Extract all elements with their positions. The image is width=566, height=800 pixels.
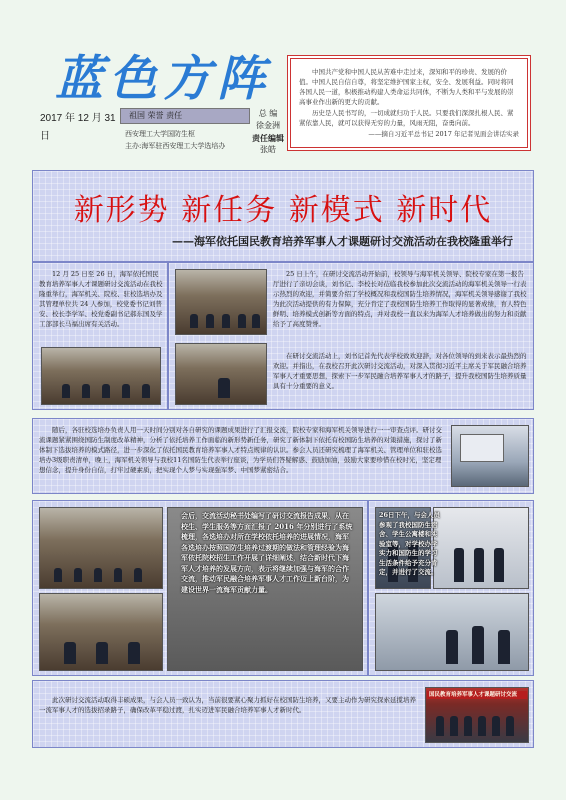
responsible-editor-name: 张皓 bbox=[260, 145, 276, 154]
article-right-column bbox=[168, 262, 534, 410]
headline: 新形势 新任务 新模式 新时代 bbox=[73, 193, 493, 228]
chief-editor-label: 总 编 bbox=[258, 109, 278, 118]
subheadline: ——海军依托国民教育培养军事人才课题研讨交流活动在我校隆重举行 bbox=[172, 235, 513, 248]
editorial-staff bbox=[252, 108, 284, 156]
article-wide-section bbox=[32, 418, 534, 494]
article-body-1-text: 25 日上午，在研讨交流活动开始前，校领导与海军机关领导、院校专家在第一报告厅进行了亲切会谈，刘书记、李校长对莅临我校参加此次交流活动的海军机关领导一行表示热烈的欢迎，并简要介绍了学校概况和我校国防生培养情况，海军机关领导感谢了我校为此次活动提供的有力保障，充分肯定了我校国防生培养工作取得的显著成绩，育人特色鲜明、培养模式创新等方面的特点，并对我校一直以来为海军人才培养做出的努力和贡献给予了高度赞誉。 bbox=[273, 270, 527, 328]
headline-banner bbox=[32, 170, 534, 262]
speech-photo bbox=[175, 343, 267, 405]
meeting-photo-2 bbox=[175, 269, 267, 335]
responsible-editor-label: 责任编辑 bbox=[252, 133, 284, 143]
quote-source: ——摘自习近平总书记 2017 年记者见面会讲话实录 bbox=[368, 130, 519, 138]
quote-paragraph-1: 中国共产党和中国人民从苦难中走过来，深知和平的珍贵、发展的价值。中国人民自信自尊，将坚定维护国家主权，安全、发展利益。同时将同各国人民一道，积极推动构建人类命运共同体，不断为人类和平与发展的崇高事业作出新的更大的贡献。 bbox=[299, 68, 514, 106]
article-intro bbox=[39, 269, 163, 329]
overlay-text-mid: 会后，交流活动秘书处编写了研讨交流报告成果，从在校生、学生服务等方面汇报了 2016 年分别进行了系统梳理，各选培办对所在学校依托培养的进展情况，海军各选培办按照国防生培养过渡期的做法和管理经验为海军依托院校招生工作开展了详细阐述，结合新时代下海军人才培养的发展方向，表示将继续加强与海军的合作交流，推动军民融合培养军事人才工作迈上新台阶，为建设世界一流海军贡献力量。 bbox=[181, 511, 353, 594]
article-wide bbox=[39, 425, 445, 475]
visit-photo-2 bbox=[375, 593, 529, 671]
meeting-photo-1 bbox=[41, 347, 161, 405]
section-tag-label: 祖国 荣誉 责任 bbox=[129, 111, 183, 120]
overlay-text-right: 26日下午，与会人员参观了我校国防生宿舍、学生公寓楼和实验室等，对学校办学实力和国防生的学习生活条件给予充分肯定，并进行了交流。 bbox=[379, 511, 441, 576]
article-wide-text: 随后，各驻校选培办负责人用一天时间分别对各自研究的课题成果进行了汇报交流，院校专家和海军机关领导进行一一审查点评。研讨交流课题紧紧围绕国防生制度改革精神，分析了依托培养工作面临的新形势新任务，研究了新体制下依托有校国防生培养的对策措施，探讨了新体制下选拔培养的模式路径，进一步深化了依托国民教育培养军事人才特点规律的认识。参会人员还研究梳理了海军机关、管理单位和驻校选培办3级职责清单，晚上，海军机关领导与我校11名国防生代表举行座谈，为学员们答疑解惑、鼓励加油，鼓励大家要珍惜在校时光，坚定理想信念，提升身份自信，打牢过硬素质，把实现个人梦与实现强军梦、中国梦紧密结合。 bbox=[39, 426, 442, 474]
closing-text-block bbox=[39, 695, 419, 715]
closing-text: 此次研讨交流活动取得丰硕成果，与会人员一致认为，当前很要紧心聚力抓好在校国防生培养，又要主动作为研究探索延揽培养一流军事人才的选拔招录路子，确保改革平稳过渡，扎实迈进军民融合培养军事人才新时代。 bbox=[39, 696, 416, 714]
photo-collage-right bbox=[368, 500, 534, 676]
chief-editor-name: 徐金洲 bbox=[256, 121, 280, 130]
photo-collage-left bbox=[32, 500, 368, 676]
sponsor-line-1: 西安理工大学国防生枢 bbox=[125, 130, 195, 138]
visit-photo-1 bbox=[433, 507, 529, 589]
seminar-photo-2 bbox=[39, 593, 163, 671]
sponsor-info bbox=[125, 128, 225, 152]
masthead-title: 蓝色方阵 bbox=[55, 51, 272, 107]
article-left-column bbox=[32, 262, 168, 410]
article-body-1 bbox=[273, 269, 527, 329]
seminar-photo-1 bbox=[39, 507, 163, 589]
sponsor-line-2: 主办:海军驻西安理工大学选培办 bbox=[125, 142, 226, 150]
closing-section bbox=[32, 680, 534, 748]
article-body-2 bbox=[273, 351, 527, 391]
presentation-photo bbox=[451, 425, 529, 487]
issue-date: 2017 年 12 月 31 日 bbox=[40, 113, 116, 142]
group-photo-banner: 国民教育培养军事人才课题研讨交流 bbox=[427, 691, 527, 699]
article-body-2-text: 在研讨交流活动上，刘书记首先代表学校致欢迎辞，对各位领导的到来表示最热烈的欢迎。并指出，在我校召开此次研讨交流活动，对深入贯彻习近平主席关于军民融合培养军事人才重要思想，探索下一步军民融合培养军事人才的路子，提升我校国防生培养质量具有十分重要的意义。 bbox=[273, 352, 527, 390]
section-tag bbox=[120, 108, 250, 124]
quote-paragraph-2: 历史是人民书写的，一切成就归功于人民。只要我们深深扎根人民、紧紧依靠人民，就可以获得无穷的力量，风雨无阻，奋勇向前。 bbox=[299, 109, 514, 127]
article-intro-text: 12 月 25 日至 26 日，海军依托国民教育培养军事人才课题研讨交流活动在我校隆重举行，海军机关、院校、驻校选培办及其管理单位共 24 人参加，校党委书记刘普安、校长李学军、校党委副书记郝东国及学工部部长马福出席有关活动。 bbox=[39, 270, 163, 328]
quote-box bbox=[290, 58, 528, 148]
